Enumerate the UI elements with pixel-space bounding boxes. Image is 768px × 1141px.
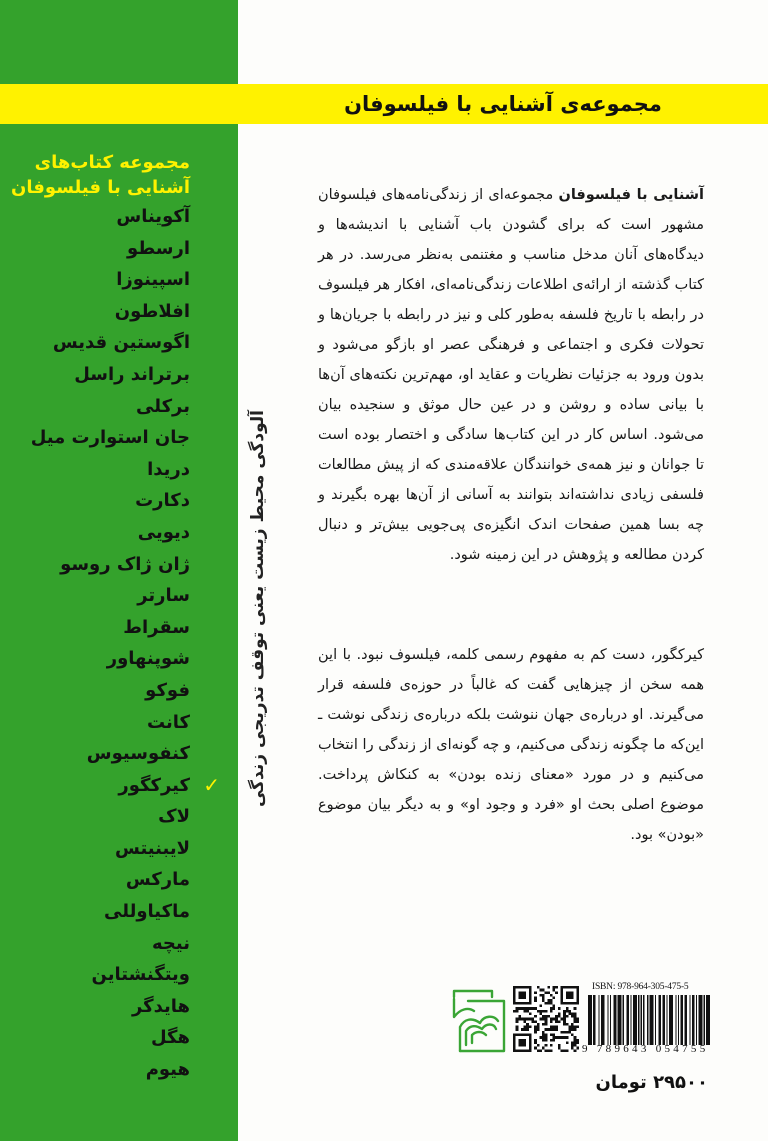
philosopher-item [0, 738, 190, 770]
series-heading-line2: آشنایی با فیلسوفان [11, 177, 190, 198]
philosopher-name: نیچه [152, 932, 190, 954]
philosopher-name: سقراط [123, 616, 190, 638]
philosopher-name: دیویی [137, 521, 190, 543]
philosopher-item [0, 928, 190, 960]
philosopher-name: ارسطو [126, 237, 190, 259]
philosopher-name: برکلی [136, 395, 190, 417]
philosopher-name: لاک [158, 806, 190, 828]
philosopher-item [0, 643, 190, 675]
philosopher-name: دکارت [135, 490, 190, 512]
philosopher-item [0, 959, 190, 991]
philosopher-item [0, 707, 190, 739]
philosopher-item [0, 1022, 190, 1054]
philosopher-item [0, 517, 190, 549]
philosopher-name: ماکیاوللی [104, 901, 190, 923]
philosopher-item [0, 770, 220, 802]
philosopher-name: ویتگنشتاین [91, 964, 190, 986]
philosopher-item [0, 485, 190, 517]
spine [243, 410, 273, 808]
philosopher-name: هیوم [145, 1059, 190, 1081]
spine-slogan: آلودگی محیط زیست یعنی توقف تدریجی زندگی [248, 410, 268, 808]
philosopher-item [0, 612, 190, 644]
philosopher-list [0, 201, 220, 1086]
philosopher-name: لایبنیتس [115, 837, 190, 859]
price-label: ۲۹۵۰۰ تومان [595, 1072, 708, 1093]
philosopher-name: آکویناس [116, 206, 190, 227]
description-paragraph-1 [318, 180, 704, 570]
philosopher-item [0, 327, 190, 359]
philosopher-item [0, 833, 190, 865]
barcode-icon [588, 995, 710, 1045]
philosopher-item [0, 233, 190, 265]
philosopher-name: فوکو [145, 679, 190, 701]
philosopher-item [0, 422, 190, 454]
description-paragraph-1-text: مجموعه‌ای از زندگی‌نامه‌های فیلسوفان مشهور است که برای گشودن باب آشنایی با اندیشه‌ها و دیدگاه‌های آنان مدخل مناسب و مغتنمی به‌نظر می‌رسد. در هر کتاب گذشته از ارائه‌ی اطلاعات زندگی‌نامه‌ای، افکار هر فیلسوف در رابطه با تاریخ فلسفه به‌طور کلی و نیز در رابطه با جریان‌ها و تحولات فکری و اجتماعی و فرهنگی عصر او بازگو می‌شود و بدون ورود به جزئیات نظریات و عقاید او، مهم‌ترین نکته‌های آن‌ها با بیانی ساده و روشن و در عین حال موثق و سنجیده بیان می‌شود. اساس کار در این کتاب‌ها سادگی و اختصار بوده است تا جوانان و نیز همه‌ی خوانندگان علاقه‌مندی که از پیش مطالعات فلسفی زیادی نداشته‌اند بتوانند به آسانی از آن‌ها بهره بگیرند و چه بسا همین صفحات اندک انگیزه‌ی پی‌جویی بیش‌تر و دنبال کردن مطالعه و پژوهش در این زمینه شود. [318, 187, 704, 563]
philosopher-item [0, 391, 190, 423]
series-heading [0, 150, 190, 200]
philosopher-name: اسپینوزا [116, 269, 190, 291]
philosopher-item [0, 359, 190, 391]
philosopher-item [0, 264, 190, 296]
philosopher-name: شوپنهاور [106, 648, 190, 670]
philosopher-name: کیرکگور [118, 774, 190, 796]
philosopher-item [0, 991, 190, 1023]
publisher-logo-icon [450, 987, 508, 1053]
series-title: مجموعه‌ی آشنایی با فیلسوفان [344, 92, 662, 116]
philosopher-item [0, 801, 190, 833]
isbn-barcode [582, 982, 710, 1057]
philosopher-name: سارتر [137, 585, 190, 607]
isbn-label: ISBN: 978-964-305-475-5 [592, 982, 689, 992]
checkmark-icon: ✓ [203, 772, 220, 797]
back-cover-footer [450, 982, 710, 1060]
philosopher-item [0, 675, 190, 707]
philosopher-name: کنفوسیوس [86, 743, 190, 765]
philosopher-name: برتراند راسل [74, 363, 190, 385]
philosopher-item [0, 580, 190, 612]
philosopher-item [0, 549, 190, 581]
philosopher-name: هایدگر [131, 995, 190, 1017]
philosopher-name: افلاطون [114, 300, 190, 322]
philosopher-item [0, 1054, 190, 1086]
philosopher-name: دریدا [147, 458, 190, 480]
philosopher-item [0, 201, 190, 233]
philosopher-name: اگوستین قدیس [52, 332, 190, 354]
philosopher-name: مارکس [125, 869, 190, 891]
philosopher-item [0, 864, 190, 896]
description-paragraph-2: کیرکگور، دست کم به مفهوم رسمی کلمه، فیلسوف نبود. با این همه سخن از چیزهایی گفت که غالباً در حوزه‌ی فلسفه قرار می‌گیرند. او درباره‌ی جهان ننوشت بلکه درباره‌ی زندگی نوشت ـ این‌که ما چگونه زندگی می‌کنیم، و چه گونه‌ای از زندگی را انتخاب می‌کنیم و در مورد «معنای زنده بودن» به کنکاش پرداخت. موضوع اصلی بحث او «فرد و وجود او» و به دیگر بیان موضوع «بودن» بود. [318, 647, 704, 843]
philosopher-item [0, 454, 190, 486]
philosopher-name: جان استوارت میل [30, 427, 190, 449]
description-bold-lead: آشنایی با فیلسوفان [558, 187, 704, 203]
philosopher-name: ژان ژاک روسو [60, 553, 190, 575]
series-heading-line1: مجموعه کتاب‌های [34, 152, 190, 173]
isbn-digits: 9 789643 054755 [582, 1043, 709, 1055]
philosopher-item [0, 296, 190, 328]
philosopher-name: هگل [150, 1027, 190, 1049]
qr-code-icon [513, 985, 579, 1053]
philosopher-item [0, 896, 190, 928]
philosopher-name: کانت [146, 711, 190, 733]
